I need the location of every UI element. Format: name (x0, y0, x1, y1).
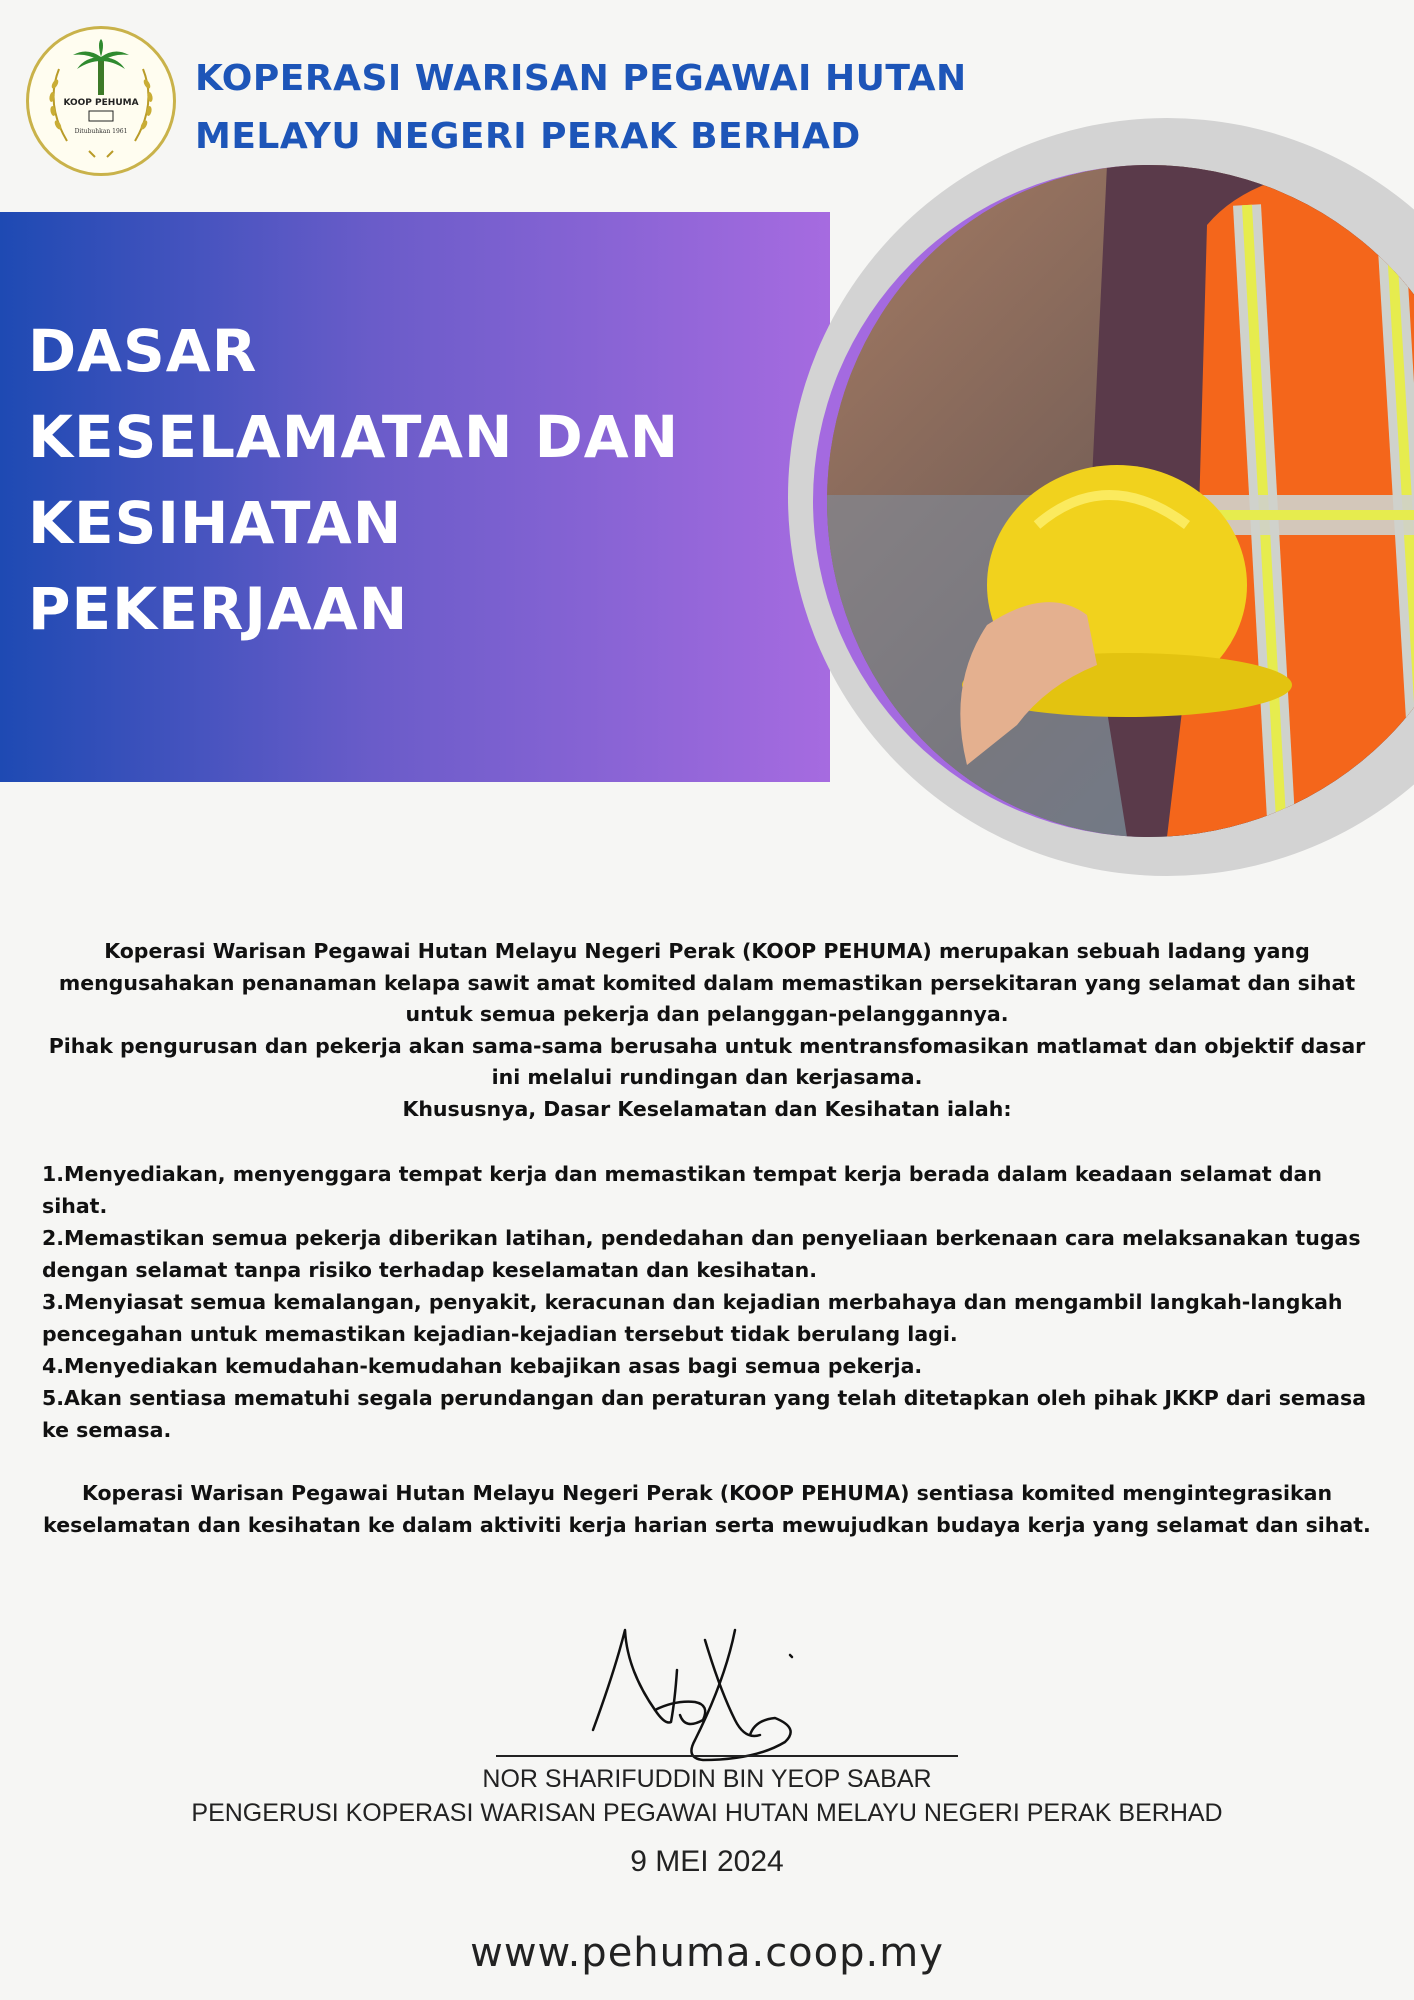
signer-name: NOR SHARIFUDDIN BIN YEOP SABAR (482, 1765, 932, 1793)
org-title-line2: MELAYU NEGERI PERAK BERHAD (195, 116, 861, 157)
closing-statement: Koperasi Warisan Pegawai Hutan Melayu Negeri Perak (KOOP PEHUMA) sentiasa komited mengintegrasikan keselamatan dan kesihatan ke dalam aktiviti kerja harian serta mewujudkan budaya kerja yang selamat dan sihat. (43, 1481, 1371, 1537)
intro-paragraph-2: Pihak pengurusan dan pekerja akan sama-sama berusaha untuk mentransfomasikan matlamat dan objektif dasar ini melalui rundingan dan kerjasama. (48, 1033, 1366, 1089)
title-line1: DASAR (28, 317, 258, 385)
policy-title (28, 308, 728, 652)
policy-item-1: 1.Menyediakan, menyenggara tempat kerja dan memastikan tempat kerja berada dalam keadaan selamat dan sihat. (42, 1162, 1322, 1218)
signed-date: 9 MEI 2024 (630, 1845, 784, 1878)
policy-item-4: 4.Menyediakan kemudahan-kemudahan kebajikan asas bagi semua pekerja. (42, 1354, 923, 1378)
logo-text: KOOP PEHUMA (63, 98, 139, 108)
intro-paragraph-1: Koperasi Warisan Pegawai Hutan Melayu Negeri Perak (KOOP PEHUMA) merupakan sebuah ladang yang mengusahakan penanaman kelapa sawit amat komited dalam memastikan persekitaran yang selamat dan sihat untuk semua pekerja dan pelanggan-pelanggannya. (58, 939, 1356, 1026)
policy-item-5: 5.Akan sentiasa mematuhi segala perundangan dan peraturan yang telah ditetapkan oleh pihak JKKP dari semasa ke semasa. (42, 1386, 1367, 1442)
policy-item-3: 3.Menyiasat semua kemalangan, penyakit, keracunan dan kejadian merbahaya dan mengambil langkah-langkah pencegahan untuk memastikan kejadian-kejadian tersebut tidak berulang lagi. (42, 1290, 1343, 1346)
signature-line (496, 1755, 958, 1757)
signer-position: PENGERUSI KOPERASI WARISAN PEGAWAI HUTAN MELAYU NEGERI PERAK BERHAD (191, 1799, 1223, 1827)
title-line4: PEKERJAAN (28, 575, 409, 643)
handwritten-signature (585, 1610, 845, 1770)
logo-subtext: Ditubuhkan 1961 (74, 128, 128, 135)
organization-logo (26, 26, 176, 176)
website-url: www.pehuma.coop.my (470, 1930, 944, 1976)
intro-section (40, 936, 1374, 1125)
org-title-line1: KOPERASI WARISAN PEGAWAI HUTAN (195, 58, 967, 99)
palm-tree-logo-icon (29, 29, 173, 173)
title-line2: KESELAMATAN DAN (28, 403, 680, 471)
worker-hardhat-image (827, 165, 1414, 837)
intro-paragraph-3: Khususnya, Dasar Keselamatan dan Kesihatan ialah: (402, 1096, 1012, 1121)
policy-item-2: 2.Memastikan semua pekerja diberikan latihan, pendedahan dan penyeliaan berkenaan cara melaksanakan tugas dengan selamat tanpa risiko terhadap keselamatan dan kesihatan. (42, 1226, 1361, 1282)
organization-title (195, 50, 1015, 166)
policy-list (42, 1158, 1382, 1446)
title-line3: KESIHATAN (28, 489, 403, 557)
laurel-wreath-icon (89, 151, 113, 157)
